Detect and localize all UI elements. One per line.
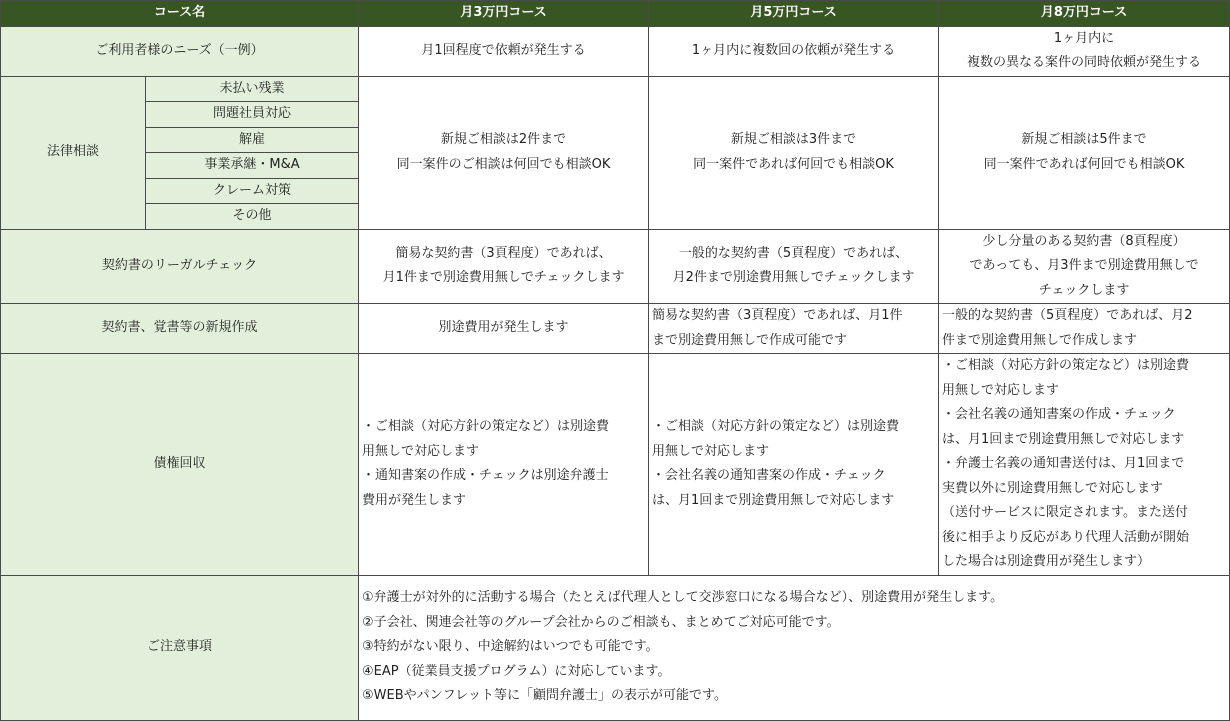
text-line: 新規ご相談は2件まで bbox=[440, 132, 567, 147]
text-line: ・弁護士名義の通知書送付は、月1回まで bbox=[942, 456, 1185, 471]
text-line: 用無しで対応します bbox=[652, 443, 770, 459]
needs-label: ご利用者様のニーズ（一例） bbox=[1, 26, 359, 76]
debt-plan-8 bbox=[939, 354, 1230, 576]
text-line: ・ご相談（対応方針の策定など）は別途費 bbox=[652, 419, 900, 435]
contract-new-plan-8 bbox=[939, 304, 1230, 354]
header-course-name: コース名 bbox=[1, 1, 359, 27]
text-line: 費用が発生します bbox=[362, 492, 467, 508]
header-plan-3: 月3万円コース bbox=[359, 1, 649, 27]
contract-new-label: 契約書、覚書等の新規作成 bbox=[1, 304, 359, 354]
legal-plan-3 bbox=[359, 76, 649, 229]
text-line: 1ヶ月内に bbox=[1053, 30, 1115, 46]
text-line: ・会社名義の通知書案の作成・チェック bbox=[942, 407, 1176, 422]
text-line: 用無しで対応します bbox=[362, 443, 480, 459]
contract-check-plan-8 bbox=[939, 229, 1230, 304]
text-line: まで別途費用無しで作成可能です bbox=[652, 332, 848, 348]
text-line: 月2件まで別途費用無しでチェックします bbox=[672, 270, 915, 286]
legal-topic: 事業承継・M&A bbox=[146, 153, 359, 179]
row-debt bbox=[1, 354, 1230, 576]
legal-plan-5 bbox=[649, 76, 939, 229]
text-line: ⑤WEBやパンフレット等に「顧問弁護士」の表示が可能です。 bbox=[362, 688, 727, 704]
text-line: 新規ご相談は3件まで bbox=[730, 132, 857, 147]
text-line: 新規ご相談は5件まで bbox=[1021, 132, 1147, 147]
text-line: 一般的な契約書（5頁程度）であれば、 bbox=[678, 245, 909, 261]
contract-check-label: 契約書のリーガルチェック bbox=[1, 229, 359, 304]
text-line: 月1件まで別途費用無しでチェックします bbox=[382, 270, 625, 286]
text-line: ・ご相談（対応方針の策定など）は別途費 bbox=[362, 419, 610, 435]
text-line: ④EAP（従業員支援プログラム）に対応しています。 bbox=[362, 663, 671, 679]
row-contract-check bbox=[1, 229, 1230, 304]
needs-plan-5 bbox=[649, 26, 939, 76]
notes-list bbox=[359, 575, 1230, 720]
legal-plan-8 bbox=[939, 76, 1230, 229]
text-line: チェックします bbox=[1038, 282, 1130, 298]
header-plan-8: 月8万円コース bbox=[939, 1, 1230, 27]
row-notes bbox=[1, 575, 1230, 720]
text-line: は、月1回まで別途費用無しで対応します bbox=[942, 431, 1185, 447]
text-line: （送付サービスに限定されます。また送付 bbox=[942, 505, 1188, 520]
text-line: であっても、月3件まで別途費用無しで bbox=[969, 258, 1199, 273]
text-line: 実費以外に別途費用無しで対応します bbox=[942, 480, 1164, 496]
text-line: ①弁護士が対外的に活動する場合（たとえば代理人として交渉窓口になる場合など）、別途費用が発生します。 bbox=[362, 590, 1004, 606]
text-line: 簡易な契約書（3頁程度）であれば、 bbox=[395, 245, 612, 261]
header-row bbox=[1, 1, 1230, 27]
row-needs bbox=[1, 26, 1230, 76]
legal-topic: 未払い残業 bbox=[146, 76, 359, 102]
text-line: ・会社名義の通知書案の作成・チェック bbox=[652, 468, 886, 484]
legal-topic: 問題社員対応 bbox=[146, 102, 359, 128]
header-plan-5: 月5万円コース bbox=[649, 1, 939, 27]
text-line: ②子会社、関連会社等のグループ会社からのご相談も、まとめてご対応可能です。 bbox=[362, 614, 840, 630]
legal-label: 法律相談 bbox=[1, 76, 146, 229]
text-line: ・通知書案の作成・チェックは別途弁護士 bbox=[362, 468, 609, 484]
text-line: 月1回程度で依頼が発生する bbox=[421, 42, 586, 58]
row-legal bbox=[1, 76, 1230, 102]
text-line: 簡易な契約書（3頁程度）であれば、月1件 bbox=[652, 308, 903, 323]
text-line: 同一案件のご相談は何回でも相談OK bbox=[396, 156, 611, 172]
contract-new-plan-3 bbox=[359, 304, 649, 354]
legal-topic: 解雇 bbox=[146, 127, 359, 153]
text-line: ③特約がない限り、中途解約はいつでも可能です。 bbox=[362, 639, 659, 655]
text-line: は、月1回まで別途費用無しで対応します bbox=[652, 492, 895, 508]
notes-label: ご注意事項 bbox=[1, 575, 359, 720]
debt-plan-5 bbox=[649, 354, 939, 576]
debt-plan-3 bbox=[359, 354, 649, 576]
text-line: 同一案件であれば何回でも相談OK bbox=[693, 156, 894, 172]
debt-label: 債権回収 bbox=[1, 354, 359, 576]
contract-check-plan-5 bbox=[649, 229, 939, 304]
text-line: した場合は別途費用が発生します） bbox=[942, 554, 1151, 569]
text-line: 用無しで対応します bbox=[942, 382, 1060, 398]
text-line: 後に相手より反応があり代理人活動が開始 bbox=[942, 529, 1190, 545]
needs-plan-8 bbox=[939, 26, 1230, 76]
contract-new-plan-5 bbox=[649, 304, 939, 354]
legal-topic: その他 bbox=[146, 204, 359, 230]
contract-check-plan-3 bbox=[359, 229, 649, 304]
legal-topic: クレーム対策 bbox=[146, 178, 359, 204]
text-line: 別途費用が発生します bbox=[438, 320, 569, 336]
row-contract-new bbox=[1, 304, 1230, 354]
needs-plan-3 bbox=[359, 26, 649, 76]
text-line: 同一案件であれば何回でも相談OK bbox=[983, 156, 1185, 172]
text-line: ・ご相談（対応方針の策定など）は別途費 bbox=[942, 358, 1190, 373]
text-line: 複数の異なる案件の同時依頼が発生する bbox=[967, 55, 1202, 70]
text-line: 一般的な契約書（5頁程度）であれば、月2 bbox=[942, 308, 1193, 323]
text-line: 少し分量のある契約書（8頁程度） bbox=[982, 233, 1186, 249]
text-line: 件まで別途費用無しで作成します bbox=[942, 332, 1138, 348]
text-line: 1ヶ月内に複数回の依頼が発生する bbox=[691, 42, 896, 58]
